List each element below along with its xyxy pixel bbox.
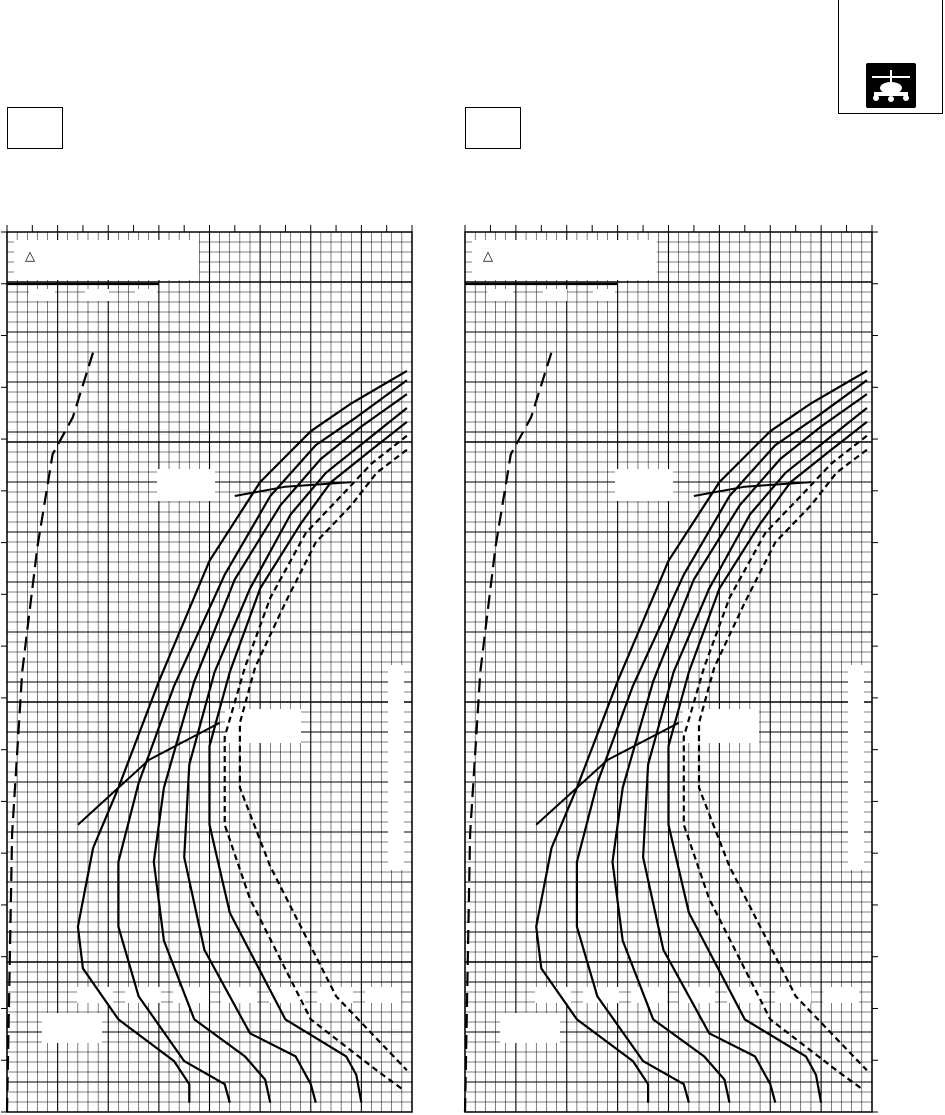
grid — [7, 232, 412, 1112]
curve-label-box — [365, 987, 401, 1003]
label-box — [225, 709, 301, 743]
curve-label-box — [631, 987, 667, 1003]
label-box — [42, 1013, 102, 1043]
label-box — [683, 709, 759, 743]
limit-label-box — [29, 289, 55, 301]
delta-marker: △ — [483, 249, 493, 264]
curve-label-box — [823, 987, 859, 1003]
helicopter-icon — [866, 63, 916, 108]
limit-label-box — [135, 289, 157, 301]
label-box — [157, 469, 215, 501]
curve-label-box — [173, 987, 209, 1003]
label-box — [14, 240, 199, 280]
logo-box — [838, 0, 943, 114]
curve-label-box — [535, 987, 571, 1003]
limit-label-box — [593, 289, 615, 301]
label-box — [472, 240, 657, 280]
left-panel-tag — [7, 107, 63, 149]
limit-label-box — [487, 289, 513, 301]
right-panel-tag — [465, 107, 521, 149]
limit-label-box — [543, 289, 567, 301]
label-box — [388, 665, 404, 870]
grid — [465, 232, 872, 1112]
limit-label-box — [85, 289, 109, 301]
label-box — [848, 665, 864, 870]
left-chart — [1, 225, 412, 1112]
delta-marker: △ — [25, 249, 35, 264]
label-box — [500, 1013, 560, 1043]
right-chart — [465, 225, 878, 1112]
label-box — [615, 469, 673, 501]
curve-label-box — [77, 987, 113, 1003]
